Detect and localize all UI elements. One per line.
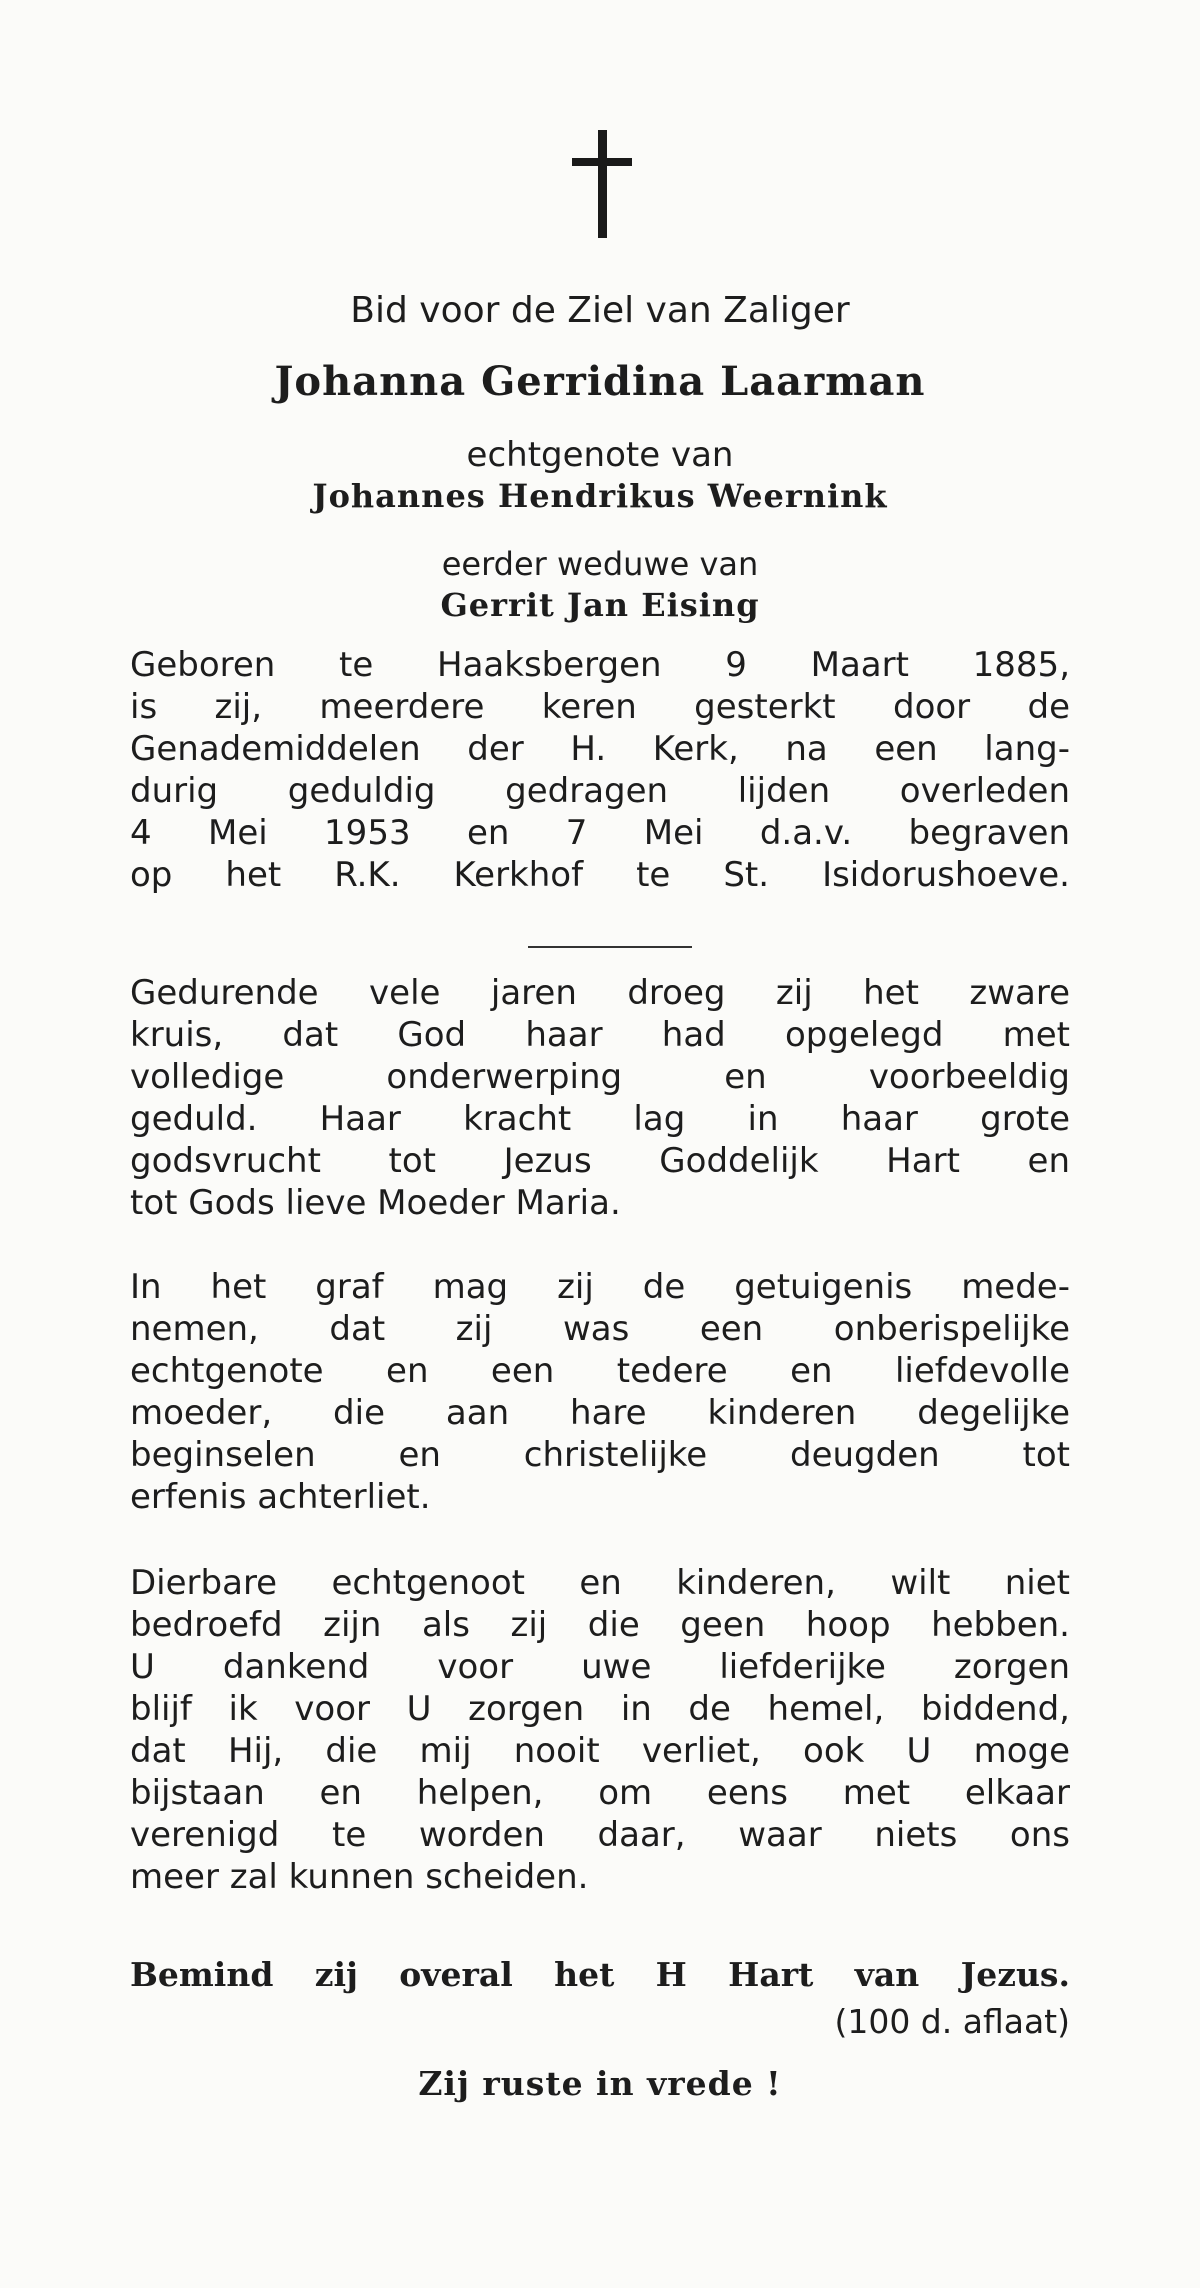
text-line: Gedurende vele jaren droeg zij het zware <box>130 973 1070 1013</box>
spouse-label: echtgenote van <box>466 435 734 475</box>
text-line: tot Gods lieve Moeder Maria. <box>130 1183 621 1223</box>
text-line: meer zal kunnen scheiden. <box>130 1857 589 1897</box>
former-spouse-label: eerder weduwe van <box>441 545 759 583</box>
text-line: beginselen en christelijke deugden tot <box>130 1435 1070 1475</box>
text-line: U dankend voor uwe liefderijke zorgen <box>130 1647 1070 1687</box>
bio-line: 4 Mei 1953 en 7 Mei d.a.v. begraven <box>130 813 1070 853</box>
text-line: kruis, dat God haar had opgelegd met <box>130 1015 1070 1055</box>
bio-line: durig geduldig gedragen lijden overleden <box>130 771 1070 811</box>
text-line: dat Hij, die mij nooit verliet, ook U moge <box>130 1731 1070 1771</box>
deceased-name: Johanna Gerridina Laarman <box>274 358 926 405</box>
divider <box>528 946 692 948</box>
cross-icon <box>572 130 632 238</box>
former-spouse-name: Gerrit Jan Eising <box>440 586 760 624</box>
indulgence: (100 d. aflaat) <box>834 2002 1070 2041</box>
bio-line: Geboren te Haaksbergen 9 Maart 1885, <box>130 645 1070 685</box>
paragraph-3 <box>130 1562 1070 1898</box>
text-line: godsvrucht tot Jezus Goddelijk Hart en <box>130 1141 1070 1181</box>
text-line: bedroefd zijn als zij die geen hoop hebben. <box>130 1605 1070 1645</box>
text-line: echtgenote en een tedere en liefdevolle <box>130 1351 1070 1391</box>
text-line: blijf ik voor U zorgen in de hemel, biddend, <box>130 1689 1070 1729</box>
text-line: nemen, dat zij was een onberispelijke <box>130 1309 1070 1349</box>
text-line: Dierbare echtgenoot en kinderen, wilt niet <box>130 1563 1070 1603</box>
bio-line: op het R.K. Kerkhof te St. Isidorushoeve. <box>130 855 1070 895</box>
paragraph-1 <box>130 972 1070 1224</box>
text-line: verenigd te worden daar, waar niets ons <box>130 1815 1070 1855</box>
text-line: bijstaan en helpen, om eens met elkaar <box>130 1773 1070 1813</box>
text-line: In het graf mag zij de getuigenis mede- <box>130 1267 1070 1307</box>
text-line: erfenis achterliet. <box>130 1477 431 1517</box>
text-line: geduld. Haar kracht lag in haar grote <box>130 1099 1070 1139</box>
bio-line: Genademiddelen der H. Kerk, na een lang- <box>130 729 1070 769</box>
rest-in-peace: Zij ruste in vrede ! <box>418 2064 782 2103</box>
bio-line: is zij, meerdere keren gesterkt door de <box>130 687 1070 727</box>
invocation: Bemind zij overal het H Hart van Jezus. <box>130 1955 1070 1994</box>
text-line: volledige onderwerping en voorbeeldig <box>130 1057 1070 1097</box>
prayer-line: Bid voor de Ziel van Zaliger <box>350 290 850 331</box>
text-line: moeder, die aan hare kinderen degelijke <box>130 1393 1070 1433</box>
spouse-name: Johannes Hendrikus Weernink <box>312 477 888 515</box>
paragraph-2 <box>130 1266 1070 1518</box>
biography <box>130 644 1070 896</box>
